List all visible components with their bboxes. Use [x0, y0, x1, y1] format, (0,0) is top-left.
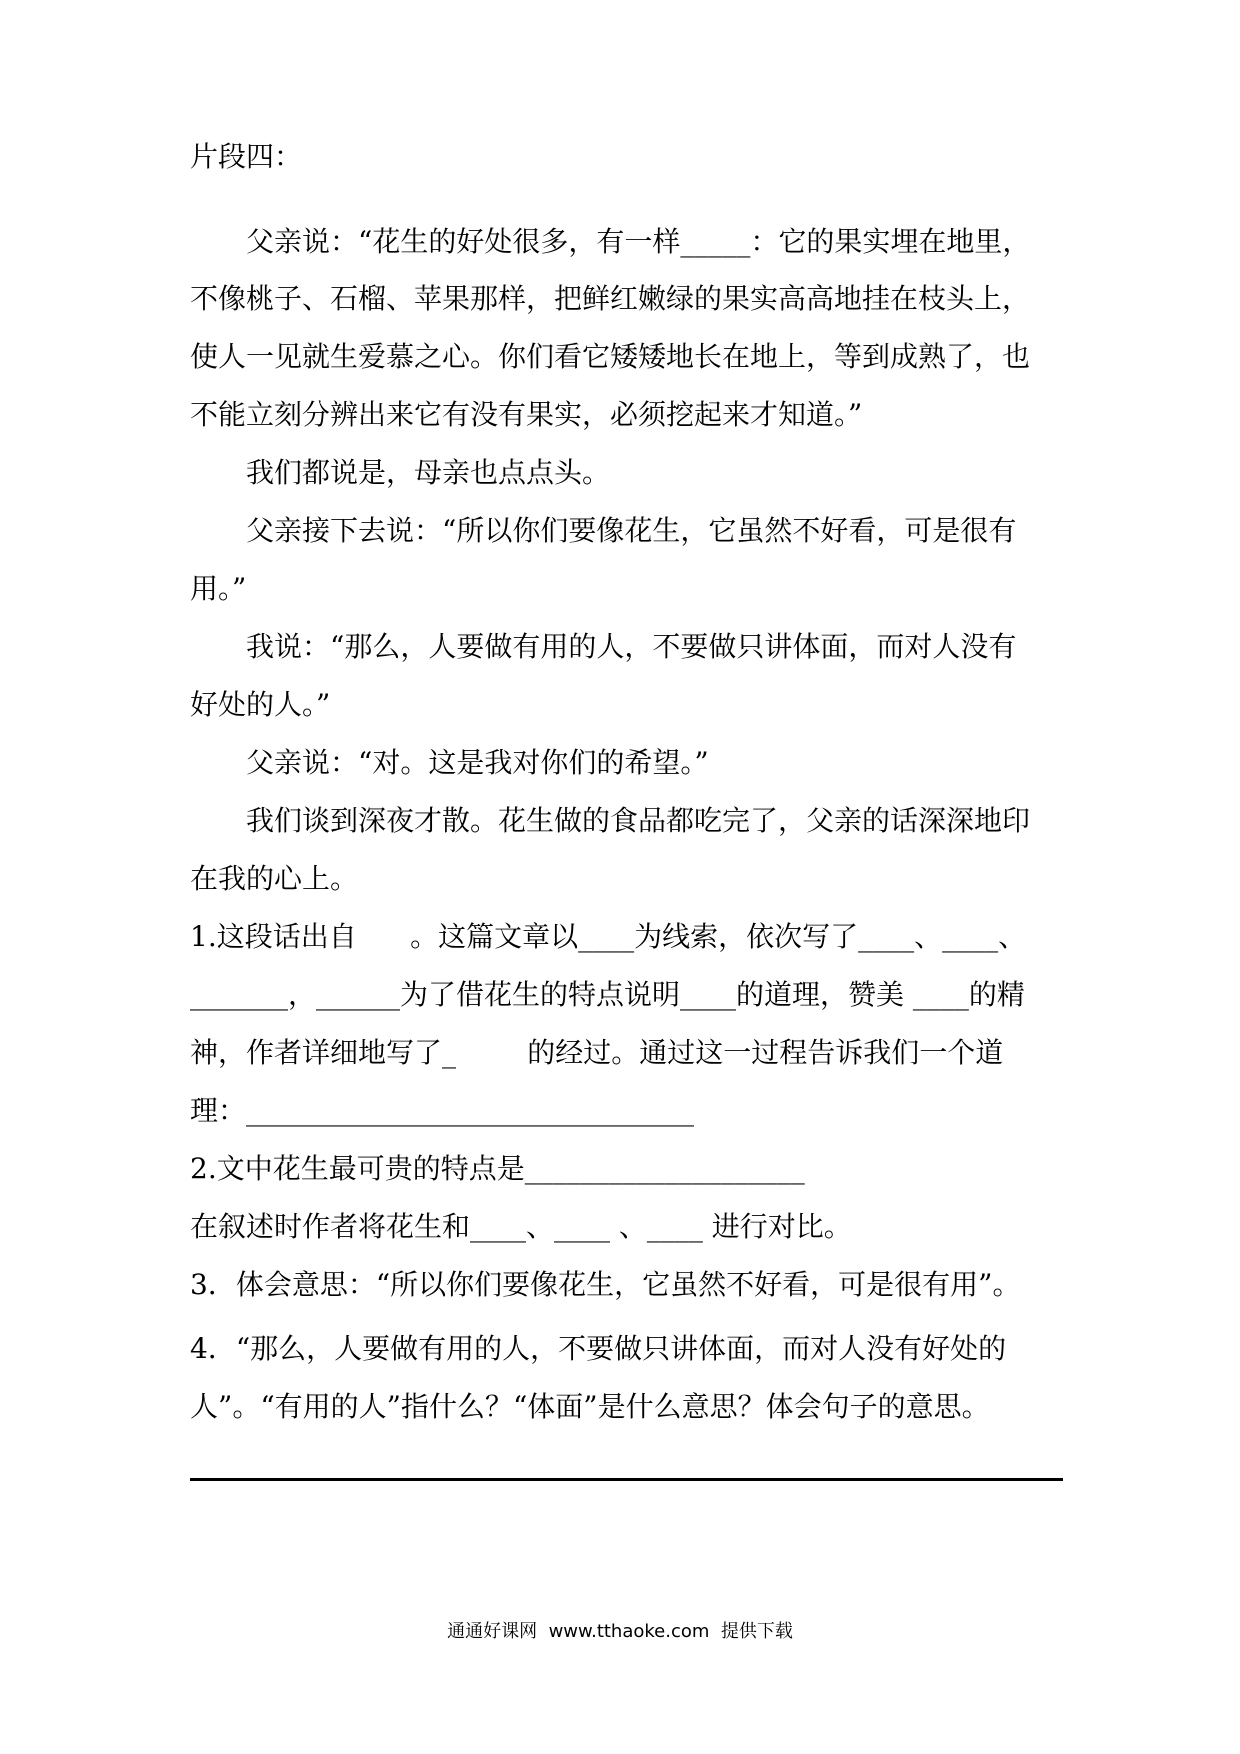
- passage-line: 用。”: [190, 572, 247, 605]
- passage-line: 父亲说：“对。这是我对你们的希望。”: [246, 746, 709, 779]
- passage-line: 父亲接下去说：“所以你们要像花生，它虽然不好看，可是很有: [246, 514, 1017, 547]
- passage-line: 好处的人。”: [190, 688, 331, 721]
- question-line: 人”。“有用的人”指什么？“体面”是什么意思？体会句子的意思。: [190, 1390, 990, 1423]
- passage-line: 我说：“那么，人要做有用的人，不要做只讲体面，而对人没有: [246, 630, 1017, 663]
- passage-line: 不像桃子、石榴、苹果那样，把鲜红嫩绿的果实高高地挂在枝头上，: [190, 282, 1031, 315]
- passage-line: 我们都说是，母亲也点点头。: [246, 456, 611, 489]
- horizontal-rule: [190, 1478, 1063, 1481]
- question-line: 3．体会意思：“所以你们要像花生，它虽然不好看，可是很有用”。: [190, 1268, 1021, 1301]
- passage-line: 不能立刻分辨出来它有没有果实，必须挖起来才知道。”: [190, 398, 863, 431]
- question-line: 理：________________________________: [190, 1094, 695, 1127]
- passage-line: 父亲说：“花生的好处很多，有一样_____：它的果实埋在地里，: [246, 225, 1031, 258]
- question-line: _______，______为了借花生的特点说明____的道理，赞美 ____的精: [190, 978, 1025, 1011]
- passage-line: 我们谈到深夜才散。花生做的食品都吃完了，父亲的话深深地印: [246, 804, 1031, 837]
- question-line: 在叙述时作者将花生和____、____ 、____ 进行对比。: [190, 1210, 852, 1243]
- question-line: 神，作者详细地写了_ 的经过。通过这一过程告诉我们一个道: [190, 1036, 1004, 1069]
- question-line: 1.这段话出自 。这篇文章以____为线索，依次写了____、____、: [190, 920, 1027, 953]
- passage-line: 使人一见就生爱慕之心。你们看它矮矮地长在地上，等到成熟了，也: [190, 340, 1031, 373]
- section-heading: 片段四：: [190, 140, 303, 173]
- footer-text: 通通好课网 www.tthaoke.com 提供下载: [447, 1621, 793, 1642]
- question-line: 4．“那么，人要做有用的人，不要做只讲体面，而对人没有好处的: [190, 1332, 1007, 1365]
- passage-line: 在我的心上。: [190, 862, 359, 895]
- question-line: 2.文中花生最可贵的特点是____________________: [190, 1152, 805, 1185]
